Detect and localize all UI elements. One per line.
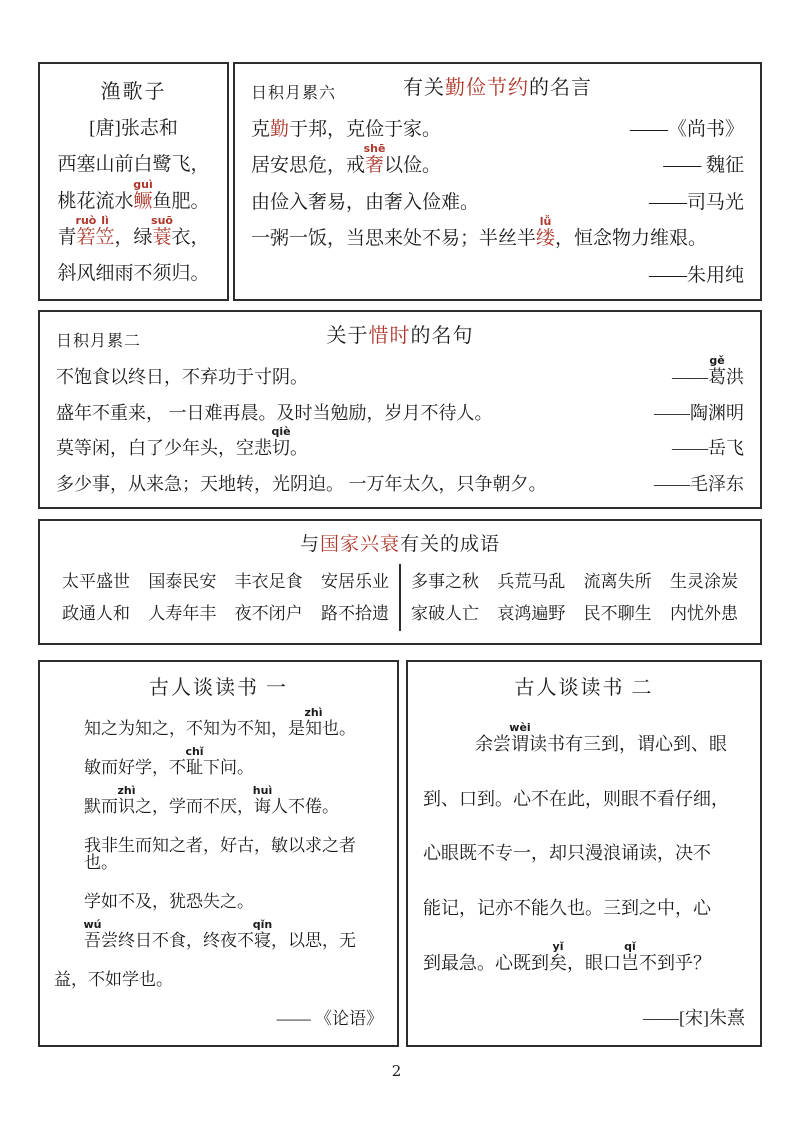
poem-line bbox=[57, 155, 209, 174]
quote-attribution bbox=[649, 193, 744, 212]
reading-title: 古人谈读书 一 bbox=[149, 677, 288, 699]
idiom: 哀鸿遍野 bbox=[497, 603, 566, 623]
idiom: 内忧外患 bbox=[669, 603, 738, 623]
highlighted-text: lǚ 缕 bbox=[536, 215, 556, 250]
text-segment: ——司马光 bbox=[648, 191, 744, 213]
text-segment: 人不倦。 bbox=[271, 797, 339, 816]
text-segment: ——朱用纯 bbox=[648, 264, 744, 286]
quotes-box-time bbox=[38, 310, 762, 509]
text-segment: 心眼既不专一，却只漫浪诵读，决不 bbox=[423, 843, 711, 864]
text-segment: yǐ 矣 bbox=[549, 940, 567, 974]
text-segment: chǐ 耻 bbox=[185, 745, 204, 777]
text-segment: 有关的成语 bbox=[400, 534, 501, 555]
page-number: 2 bbox=[391, 1062, 402, 1080]
quotes-box-thrift bbox=[233, 62, 762, 301]
text-segment: 的名言 bbox=[529, 77, 592, 99]
quote-attribution bbox=[654, 404, 744, 422]
highlighted-text: 惜时 bbox=[368, 325, 411, 347]
text-segment: ，眼口 bbox=[567, 953, 621, 974]
pinyin-annotation: qǐ bbox=[624, 940, 636, 954]
pinyin-annotation: wèi bbox=[509, 720, 531, 734]
poem-line bbox=[57, 177, 210, 212]
text-segment: 余尝 bbox=[475, 733, 511, 754]
text-segment: 益，不如学也。 bbox=[54, 970, 173, 989]
pinyin-annotation: wú bbox=[83, 918, 102, 931]
idiom: 夜不闭户 bbox=[234, 603, 303, 623]
poem-box-yugezi bbox=[38, 62, 229, 301]
section-label: 日积月累六 bbox=[251, 85, 337, 102]
highlighted-text: suō 蓑 bbox=[151, 213, 173, 248]
section-header bbox=[56, 324, 744, 350]
quote-text bbox=[56, 425, 308, 459]
text-segment: 洪 bbox=[726, 366, 744, 387]
reading-line bbox=[423, 720, 745, 754]
idiom: 太平盛世 bbox=[62, 572, 130, 592]
highlighted-text: 国家兴衰 bbox=[319, 534, 400, 555]
quote-row bbox=[56, 475, 744, 493]
quote-row bbox=[56, 404, 744, 422]
section-header bbox=[251, 76, 744, 102]
text-segment: wú 吾 bbox=[83, 918, 102, 950]
text-segment: 桃花流水 bbox=[57, 190, 134, 212]
reading-line bbox=[54, 706, 383, 738]
quote-attribution bbox=[654, 475, 744, 493]
text-segment: 我非生而知之者，好古，敏以求之者也。 bbox=[84, 836, 356, 872]
text-segment: ，绿 bbox=[114, 226, 153, 248]
highlighted-text: guì 鳜 bbox=[133, 177, 153, 212]
reading-attribution bbox=[54, 1010, 383, 1027]
quote-attribution bbox=[630, 120, 744, 139]
idiom: 政通人和 bbox=[62, 603, 130, 623]
pinyin-annotation: qiè bbox=[271, 425, 291, 439]
reading-line bbox=[423, 790, 745, 808]
text-segment: 盛年不重来， 一日难再晨。及时当勉励，岁月不待人。 bbox=[56, 402, 493, 423]
quote-text bbox=[251, 193, 479, 212]
idiom: 家破人亡 bbox=[411, 603, 479, 623]
reading-line bbox=[423, 844, 745, 862]
text-segment: zhì 知 bbox=[304, 706, 323, 738]
text-segment: 也。 bbox=[322, 719, 356, 738]
pinyin-annotation: suō bbox=[151, 213, 173, 227]
reading-line bbox=[54, 971, 383, 988]
text-segment: 敏而好学，不 bbox=[84, 758, 186, 777]
pinyin-annotation: lì bbox=[101, 213, 109, 227]
text-segment: gě 葛 bbox=[708, 353, 726, 387]
text-segment: 与 bbox=[299, 534, 320, 555]
text-segment: wèi 谓 bbox=[509, 720, 531, 754]
text-segment: 居安思危，戒 bbox=[251, 155, 366, 177]
reading-attribution bbox=[423, 1009, 745, 1027]
idiom: 流离失所 bbox=[583, 572, 652, 592]
idiom: 丰衣足食 bbox=[234, 572, 303, 592]
text-segment: 莫等闲，白了少年头，空悲 bbox=[56, 438, 272, 459]
quote-row bbox=[251, 215, 744, 250]
idioms-column-decline bbox=[401, 564, 748, 631]
text-segment: 能记，记亦不能久也。三到之中，心 bbox=[423, 898, 711, 919]
idiom: 安居乐业 bbox=[320, 572, 389, 592]
quote-row bbox=[251, 120, 744, 139]
text-segment: 鱼肥。 bbox=[152, 190, 210, 212]
poem-title: 渔歌子 bbox=[100, 81, 167, 103]
text-segment: 多少事，从来急；天地转，光阴迫。 一万年太久，只争朝夕。 bbox=[56, 474, 547, 494]
idiom-row bbox=[411, 573, 738, 590]
idiom: 路不拾遗 bbox=[320, 603, 389, 623]
pinyin-annotation: lǚ bbox=[539, 215, 552, 229]
text-segment: 到、口到。心不在此，则眼不看仔细， bbox=[423, 788, 729, 809]
text-segment: 不到乎？ bbox=[639, 953, 711, 974]
text-segment: qǐ 岂 bbox=[621, 940, 639, 974]
idiom: 人寿年丰 bbox=[148, 603, 217, 623]
text-segment: qǐn 寝 bbox=[252, 918, 273, 950]
section-title bbox=[56, 324, 744, 348]
text-segment: 尝终日不食，终夜不 bbox=[101, 931, 254, 950]
reading-line bbox=[54, 745, 383, 777]
text-segment: 不饱食以终日，不弃功于寸阴。 bbox=[56, 366, 308, 387]
idioms-box bbox=[38, 519, 762, 645]
pinyin-annotation: gě bbox=[709, 353, 725, 367]
pinyin-annotation: qǐn bbox=[252, 918, 273, 931]
text-segment: 斜风细雨不须归。 bbox=[57, 262, 210, 284]
text-segment: 。 bbox=[290, 438, 308, 459]
idioms-columns bbox=[52, 564, 748, 631]
text-segment: ——《尚书》 bbox=[629, 118, 744, 140]
text-segment: ，恒念物力维艰。 bbox=[555, 228, 708, 250]
text-segment: 到最急。心既到 bbox=[423, 953, 549, 974]
text-segment: 读书有三到，谓心到、眼 bbox=[529, 733, 727, 754]
quote-row bbox=[56, 425, 744, 459]
pinyin-annotation: yǐ bbox=[552, 940, 564, 954]
quote-row bbox=[251, 193, 744, 212]
text-segment: 有关 bbox=[403, 77, 445, 99]
pinyin-annotation: shē bbox=[363, 142, 386, 156]
idioms-column-prosperity bbox=[52, 564, 401, 631]
reading-line bbox=[54, 784, 383, 816]
text-segment: —— 《论语》 bbox=[276, 1009, 383, 1028]
text-segment: ——毛泽东 bbox=[654, 474, 744, 494]
text-segment: 学如不及，犹恐失之。 bbox=[84, 892, 254, 911]
quote-text bbox=[251, 120, 441, 139]
quote-attribution bbox=[649, 266, 744, 285]
highlighted-text: ruò 箬 bbox=[75, 213, 97, 248]
quote-text bbox=[56, 475, 547, 493]
text-segment: qiè 切 bbox=[271, 425, 291, 459]
text-segment: 之，学而不厌， bbox=[135, 797, 254, 816]
reading-line bbox=[54, 893, 383, 910]
quote-text bbox=[251, 142, 442, 177]
poem-line bbox=[57, 264, 209, 283]
highlighted-text: 勤俭节约 bbox=[445, 77, 529, 99]
quote-row bbox=[251, 142, 744, 177]
text-segment: 于邦，克俭于家。 bbox=[289, 118, 442, 140]
text-segment: 一粥一饭，当思来处不易；半丝半 bbox=[251, 228, 537, 250]
section-label: 日积月累二 bbox=[56, 333, 142, 350]
text-segment: ——岳飞 bbox=[672, 438, 744, 459]
poem-author: [唐]张志和 bbox=[89, 118, 178, 140]
text-segment: 克 bbox=[251, 118, 271, 140]
text-segment: 关于 bbox=[326, 325, 369, 347]
idiom-row bbox=[62, 605, 389, 622]
idiom: 国泰民安 bbox=[148, 572, 217, 592]
quote-text bbox=[251, 215, 708, 250]
text-segment: —— bbox=[672, 366, 708, 387]
text-segment: huì 诲 bbox=[252, 784, 273, 816]
text-segment: 下问。 bbox=[203, 758, 254, 777]
quote-text bbox=[56, 368, 308, 386]
idioms-title bbox=[52, 535, 748, 554]
text-segment: 西塞山前白鹭飞， bbox=[57, 154, 210, 176]
quote-attribution bbox=[672, 353, 744, 387]
pinyin-annotation: huì bbox=[252, 784, 273, 797]
reading-box-one bbox=[38, 660, 399, 1047]
highlighted-text: lì 笠 bbox=[95, 213, 115, 248]
idiom: 生灵涂炭 bbox=[669, 572, 738, 592]
text-segment: —— 魏征 bbox=[663, 155, 744, 177]
idiom-row bbox=[62, 573, 389, 590]
text-segment: 的名句 bbox=[410, 325, 474, 347]
quote-row bbox=[56, 353, 744, 387]
idiom-row bbox=[411, 605, 738, 622]
text-segment: 默而 bbox=[84, 797, 118, 816]
quote-attribution bbox=[672, 439, 744, 457]
pinyin-annotation: zhì bbox=[304, 706, 323, 719]
text-segment: ——[宋]朱熹 bbox=[643, 1007, 745, 1028]
reading-box-two bbox=[406, 660, 762, 1047]
reading-line bbox=[423, 940, 745, 974]
reading-line bbox=[54, 918, 383, 950]
text-segment: 由俭入奢易，由奢入俭难。 bbox=[251, 191, 480, 213]
pinyin-annotation: guì bbox=[133, 177, 153, 191]
pinyin-annotation: zhì bbox=[117, 784, 136, 797]
text-segment: 以俭。 bbox=[384, 155, 442, 177]
idiom: 兵荒马乱 bbox=[497, 572, 566, 592]
text-segment: ——陶渊明 bbox=[654, 402, 744, 423]
text-segment: 青 bbox=[57, 226, 77, 248]
quote-row bbox=[251, 266, 744, 285]
idiom: 民不聊生 bbox=[583, 603, 652, 623]
highlighted-text: 勤 bbox=[270, 118, 290, 140]
reading-title: 古人谈读书 二 bbox=[514, 677, 654, 699]
idiom: 多事之秋 bbox=[411, 572, 479, 592]
text-segment: 知之为知之，不知为不知，是 bbox=[84, 719, 305, 738]
reading-line bbox=[54, 837, 383, 871]
text-segment: zhì 识 bbox=[117, 784, 136, 816]
text-segment: ，以思，无 bbox=[271, 931, 356, 950]
text-segment: 衣， bbox=[171, 226, 210, 248]
quote-attribution bbox=[663, 156, 744, 175]
poem-line bbox=[57, 213, 210, 248]
quote-text bbox=[56, 404, 493, 422]
pinyin-annotation: chǐ bbox=[185, 745, 204, 758]
highlighted-text: shē 奢 bbox=[363, 142, 386, 177]
reading-line bbox=[423, 899, 745, 917]
pinyin-annotation: ruò bbox=[75, 213, 97, 227]
